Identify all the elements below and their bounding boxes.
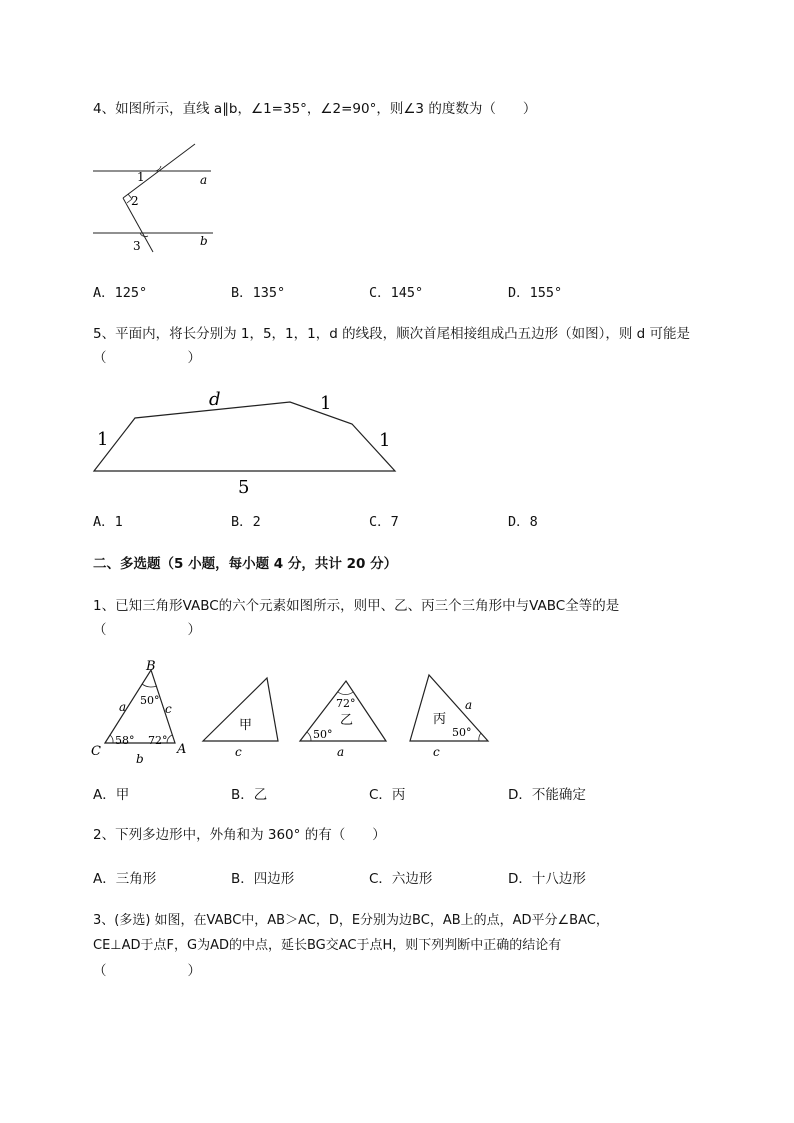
q4-label-a: a: [200, 173, 208, 187]
q5-label-d: d: [209, 389, 221, 410]
t2-name: 乙: [340, 713, 354, 728]
q5-label-top-right: 1: [320, 393, 332, 414]
q5-label-left: 1: [97, 429, 109, 450]
triangle-jia: [203, 678, 278, 759]
m1-option-c[interactable]: C．丙: [369, 787, 406, 803]
t0-label-c: c: [165, 702, 172, 716]
m1-figure: [85, 655, 495, 770]
q4-label-3: 3: [133, 239, 141, 253]
m2-option-d[interactable]: D．十八边形: [508, 871, 586, 887]
q4-label-b: b: [200, 234, 208, 248]
t3-angle-right: 50°: [452, 726, 472, 739]
t0-angle-A: 72°: [148, 734, 168, 747]
t2-angle-left: 50°: [313, 728, 333, 741]
section-title: 二、多选题（5 小题，每小题 4 分，共计 20 分）: [93, 556, 398, 572]
m3-line2: CE⊥AD于点F，G为AD的中点，延长BG交AC于点H，则下列判断中正确的结论有: [93, 938, 562, 953]
m2-option-a[interactable]: A．三角形: [93, 871, 157, 887]
q5-stem: 5、平面内，将长分别为 1，5，1，1，d 的线段，顺次首尾相接组成凸五边形（如图），则 d 可能是: [93, 326, 690, 342]
q5-option-b[interactable]: B．2: [231, 514, 261, 530]
t1-label-c: c: [235, 745, 242, 759]
t3-name: 丙: [433, 712, 447, 727]
t2-angle-top: 72°: [336, 697, 356, 710]
q4-label-1: 1: [137, 170, 145, 184]
m1-blank: （ ）: [93, 622, 201, 638]
q5-label-right: 1: [379, 430, 391, 451]
t0-label-b: b: [136, 752, 144, 766]
q5-option-a[interactable]: A．1: [93, 514, 123, 530]
q5-blank: （ ）: [93, 350, 201, 366]
m2-option-c[interactable]: C．六边形: [369, 871, 433, 887]
t0-angle-C: 58°: [115, 734, 135, 747]
m3-blank: （ ）: [93, 963, 201, 979]
m2-option-b[interactable]: B．四边形: [231, 871, 295, 887]
t0-angle-B: 50°: [140, 694, 160, 707]
m2-stem: 2、下列多边形中，外角和为 360° 的有（ ）: [93, 827, 386, 843]
triangle-bing: [410, 675, 488, 759]
triangle-abc: [91, 659, 186, 766]
m1-option-a[interactable]: A．甲: [93, 787, 130, 803]
t3-label-c: c: [433, 745, 440, 759]
t0-label-A: A: [177, 742, 187, 757]
t2-label-a: a: [337, 745, 345, 759]
q5-option-c[interactable]: C．7: [369, 514, 399, 530]
q4-option-c[interactable]: C．145°: [369, 285, 424, 301]
q4-option-a[interactable]: A．125°: [93, 285, 148, 301]
t0-label-B: B: [146, 659, 156, 674]
q5-label-bottom: 5: [238, 477, 250, 498]
t0-label-a: a: [119, 700, 127, 714]
m1-stem: 1、已知三角形VABC的六个元素如图所示，则甲、乙、丙三个三角形中与VABC全等的是: [93, 598, 620, 614]
q5-option-d[interactable]: D．8: [508, 514, 538, 530]
q4-option-b[interactable]: B．135°: [231, 285, 286, 301]
t0-label-C: C: [91, 744, 101, 759]
m1-option-b[interactable]: B．乙: [231, 787, 268, 803]
m1-option-d[interactable]: D．不能确定: [508, 787, 586, 803]
m3-line1: 3、(多选) 如图，在VABC中，AB＞AC，D，E分别为边BC，AB上的点，AD平分∠BAC，: [93, 913, 609, 928]
q4-stem: 4、如图所示，直线 a∥b，∠1=35°，∠2=90°，则∠3 的度数为（ ）: [93, 101, 537, 117]
q5-figure: [85, 385, 405, 500]
t1-name: 甲: [239, 718, 253, 733]
q4-option-d[interactable]: D．155°: [508, 285, 563, 301]
q4-label-2: 2: [131, 194, 139, 208]
triangle-yi: [300, 681, 386, 759]
t3-label-a: a: [465, 698, 473, 712]
q4-figure: [85, 140, 225, 255]
